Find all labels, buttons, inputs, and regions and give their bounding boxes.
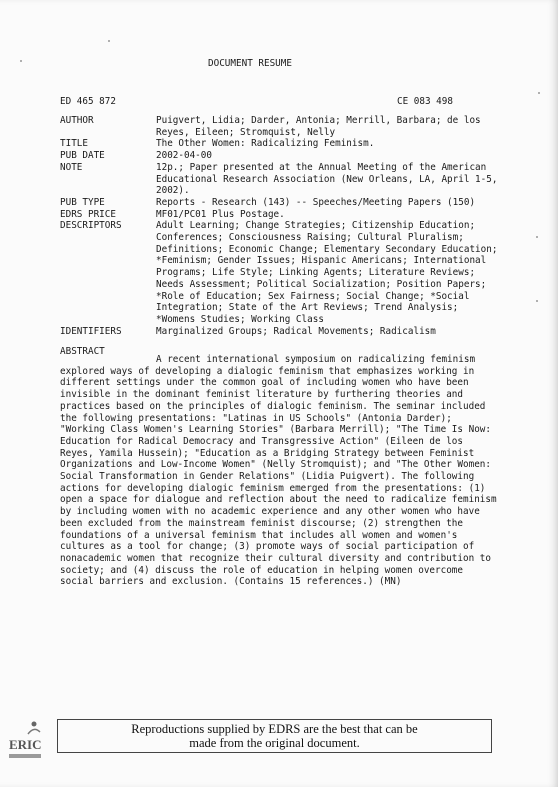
field-value: The Other Women: Radicalizing Feminism. xyxy=(156,138,375,150)
field-pub-type xyxy=(60,197,500,209)
field-label: EDRS PRICE xyxy=(60,208,116,220)
scan-speck xyxy=(108,40,110,42)
field-value: Reports - Research (143) -- Speeches/Meeting Papers (150) xyxy=(156,196,476,208)
field-label: NOTE xyxy=(60,161,83,173)
field-value: Adult Learning; Change Strategies; Citizenship Education; Conferences; Consciousness Raising; Cultural Pluralism; Definitions; Economic Change; Elementary Secondary Education; *Feminism; Gender Issues; Hispanic Americans; International Programs; Life Style; Linking Agents; Literature Reviews; Needs Assessment; Political Socialization; Position Papers; *Role of Education; Sex Fairness; Social Change; *Social Integration; State of the Art Reviews; Trend Analysis; *Womens Studies; Working Class xyxy=(156,220,498,325)
scan-speck xyxy=(538,92,540,94)
ce-number: CE 083 498 xyxy=(397,96,453,107)
field-identifiers xyxy=(60,326,500,338)
field-label: DESCRIPTORS xyxy=(60,220,122,232)
field-value: Puigvert, Lidia; Darder, Antonia; Merrill, Barbara; de los Reyes, Eileen; Stromquist, Nelly xyxy=(156,115,481,138)
metadata-fields xyxy=(60,115,500,337)
field-label: IDENTIFIERS xyxy=(60,325,122,337)
field-label: PUB TYPE xyxy=(60,196,105,208)
document-title: DOCUMENT RESUME xyxy=(208,58,292,69)
scan-speck xyxy=(536,300,538,302)
scan-speck xyxy=(20,60,22,62)
ed-number: ED 465 872 xyxy=(60,96,116,107)
field-value: Marginalized Groups; Radical Movements; Radicalism xyxy=(156,325,436,337)
field-value: MF01/PC01 Plus Postage. xyxy=(156,208,285,220)
field-title xyxy=(60,138,500,150)
field-edrs-price xyxy=(60,209,500,221)
field-value: 2002-04-00 xyxy=(156,150,212,162)
eric-logo-text: ERIC xyxy=(9,737,42,752)
field-descriptors xyxy=(60,220,500,325)
field-author xyxy=(60,115,500,138)
reproduction-notice-text: Reproductions supplied by EDRS are the best that can be made from the original document. xyxy=(131,722,418,750)
field-label: PUB DATE xyxy=(60,150,105,162)
field-pub-date xyxy=(60,150,500,162)
eric-logo-icon xyxy=(8,718,44,764)
reproduction-notice xyxy=(57,719,492,753)
field-label: TITLE xyxy=(60,138,88,150)
abstract-text: A recent international symposium on radicalizing feminism explored ways of developing a dialogic feminism that emphasizes working in different settings under the common goal of including women who have been invisible in the dominant feminist literature by furthering theories and practices based on the principles of dialogic feminism. The seminar included the following presentations: "Latinas in US Schools" (Antonia Darder); "Working Class Women's Learning Stories" (Barbara Merrill); "The Time Is Now: Education for Radical Democracy and Transgressive Action" (Eileen de los Reyes, Yamila Hussein); "Education as a Bridging Strategy between Feminist Organizations and Low-Income Women" (Nelly Stromquist); and "The Other Women: Social Transformation in Gender Relations" (Lidia Puigvert). The following actions for developing dialogic feminism emerged from the presentations: (1) open a space for dialogue and reflection about the need to radicalize feminism by including women with no academic experience and any other women who have been excluded from the mainstream feminist discourse; (2) strengthen the foundations of a universal feminism that includes all women and women's cultures as a tool for change; (3) promote ways of social participation of nonacademic women that recognize their cultural diversity and contribution to society; and (4) discuss the role of education in helping women overcome social barriers and exclusion. (Contains 15 references.) (MN) xyxy=(60,354,497,588)
field-label: AUTHOR xyxy=(60,115,94,126)
scan-speck xyxy=(536,236,538,238)
field-note xyxy=(60,162,500,197)
field-value: 12p.; Paper presented at the Annual Meeting of the American Educational Research Association (New Orleans, LA, April 1-5, 2002). xyxy=(156,161,498,197)
abstract-label: ABSTRACT xyxy=(60,346,105,357)
